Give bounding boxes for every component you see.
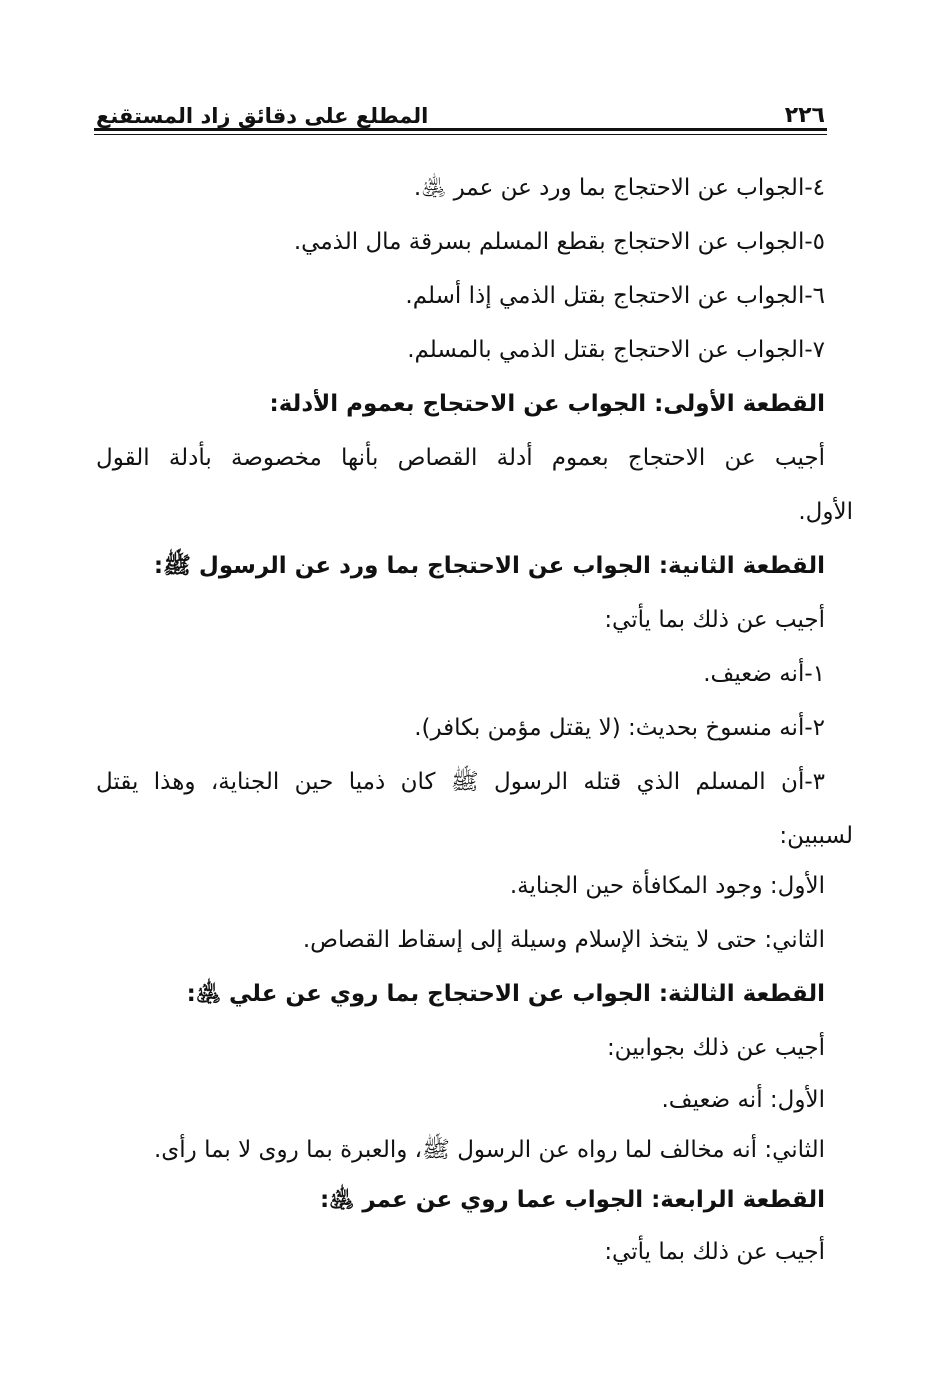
text-line: أجيب عن الاحتجاج بعموم أدلة القصاص بأنها مخصوصة بأدلة القول bbox=[96, 445, 825, 471]
text-line: أجيب عن ذلك بما يأتي: bbox=[604, 1239, 825, 1265]
page-header bbox=[96, 88, 825, 128]
section-heading: القطعة الثانية: الجواب عن الاحتجاج بما ورد عن الرسول ﷺ: bbox=[153, 553, 825, 579]
header-rule-thick bbox=[94, 128, 827, 131]
text-line: الثاني: أنه مخالف لما رواه عن الرسول ﷺ، والعبرة بما روى لا بما رأى. bbox=[153, 1137, 825, 1163]
text-line: ٢-أنه منسوخ بحديث: (لا يقتل مؤمن بكافر). bbox=[414, 715, 825, 741]
text-line: لسببين: bbox=[779, 823, 853, 849]
text-line: ٥-الجواب عن الاحتجاج بقطع المسلم بسرقة مال الذمي. bbox=[293, 229, 825, 255]
text-line: الأول: وجود المكافأة حين الجناية. bbox=[509, 873, 825, 899]
section-heading: القطعة الثالثة: الجواب عن الاحتجاج بما روي عن علي ﵁: bbox=[186, 981, 825, 1007]
text-line: ٦-الجواب عن الاحتجاج بقتل الذمي إذا أسلم. bbox=[405, 283, 825, 309]
header-rule-thin bbox=[94, 134, 827, 135]
section-heading: القطعة الأولى: الجواب عن الاحتجاج بعموم الأدلة: bbox=[269, 391, 825, 417]
text-line: أجيب عن ذلك بجوابين: bbox=[606, 1035, 825, 1061]
text-line: الأول. bbox=[798, 499, 853, 525]
text-line: أجيب عن ذلك بما يأتي: bbox=[604, 607, 825, 633]
text-line: الثاني: حتى لا يتخذ الإسلام وسيلة إلى إسقاط القصاص. bbox=[302, 927, 825, 953]
text-line: ١-أنه ضعيف. bbox=[703, 661, 825, 687]
text-line: ٣-أن المسلم الذي قتله الرسول ﷺ كان ذميا حين الجناية، وهذا يقتل bbox=[96, 769, 825, 795]
text-line: ٧-الجواب عن الاحتجاج بقتل الذمي بالمسلم. bbox=[407, 337, 825, 363]
section-heading: القطعة الرابعة: الجواب عما روي عن عمر ﵁: bbox=[319, 1187, 825, 1213]
page-number: ٢٢٦ bbox=[784, 103, 825, 128]
running-title: المطلع على دقائق زاد المستقنع bbox=[96, 104, 429, 128]
text-line: الأول: أنه ضعيف. bbox=[661, 1087, 825, 1113]
text-line: ٤-الجواب عن الاحتجاج بما ورد عن عمر ﵁. bbox=[413, 175, 825, 201]
